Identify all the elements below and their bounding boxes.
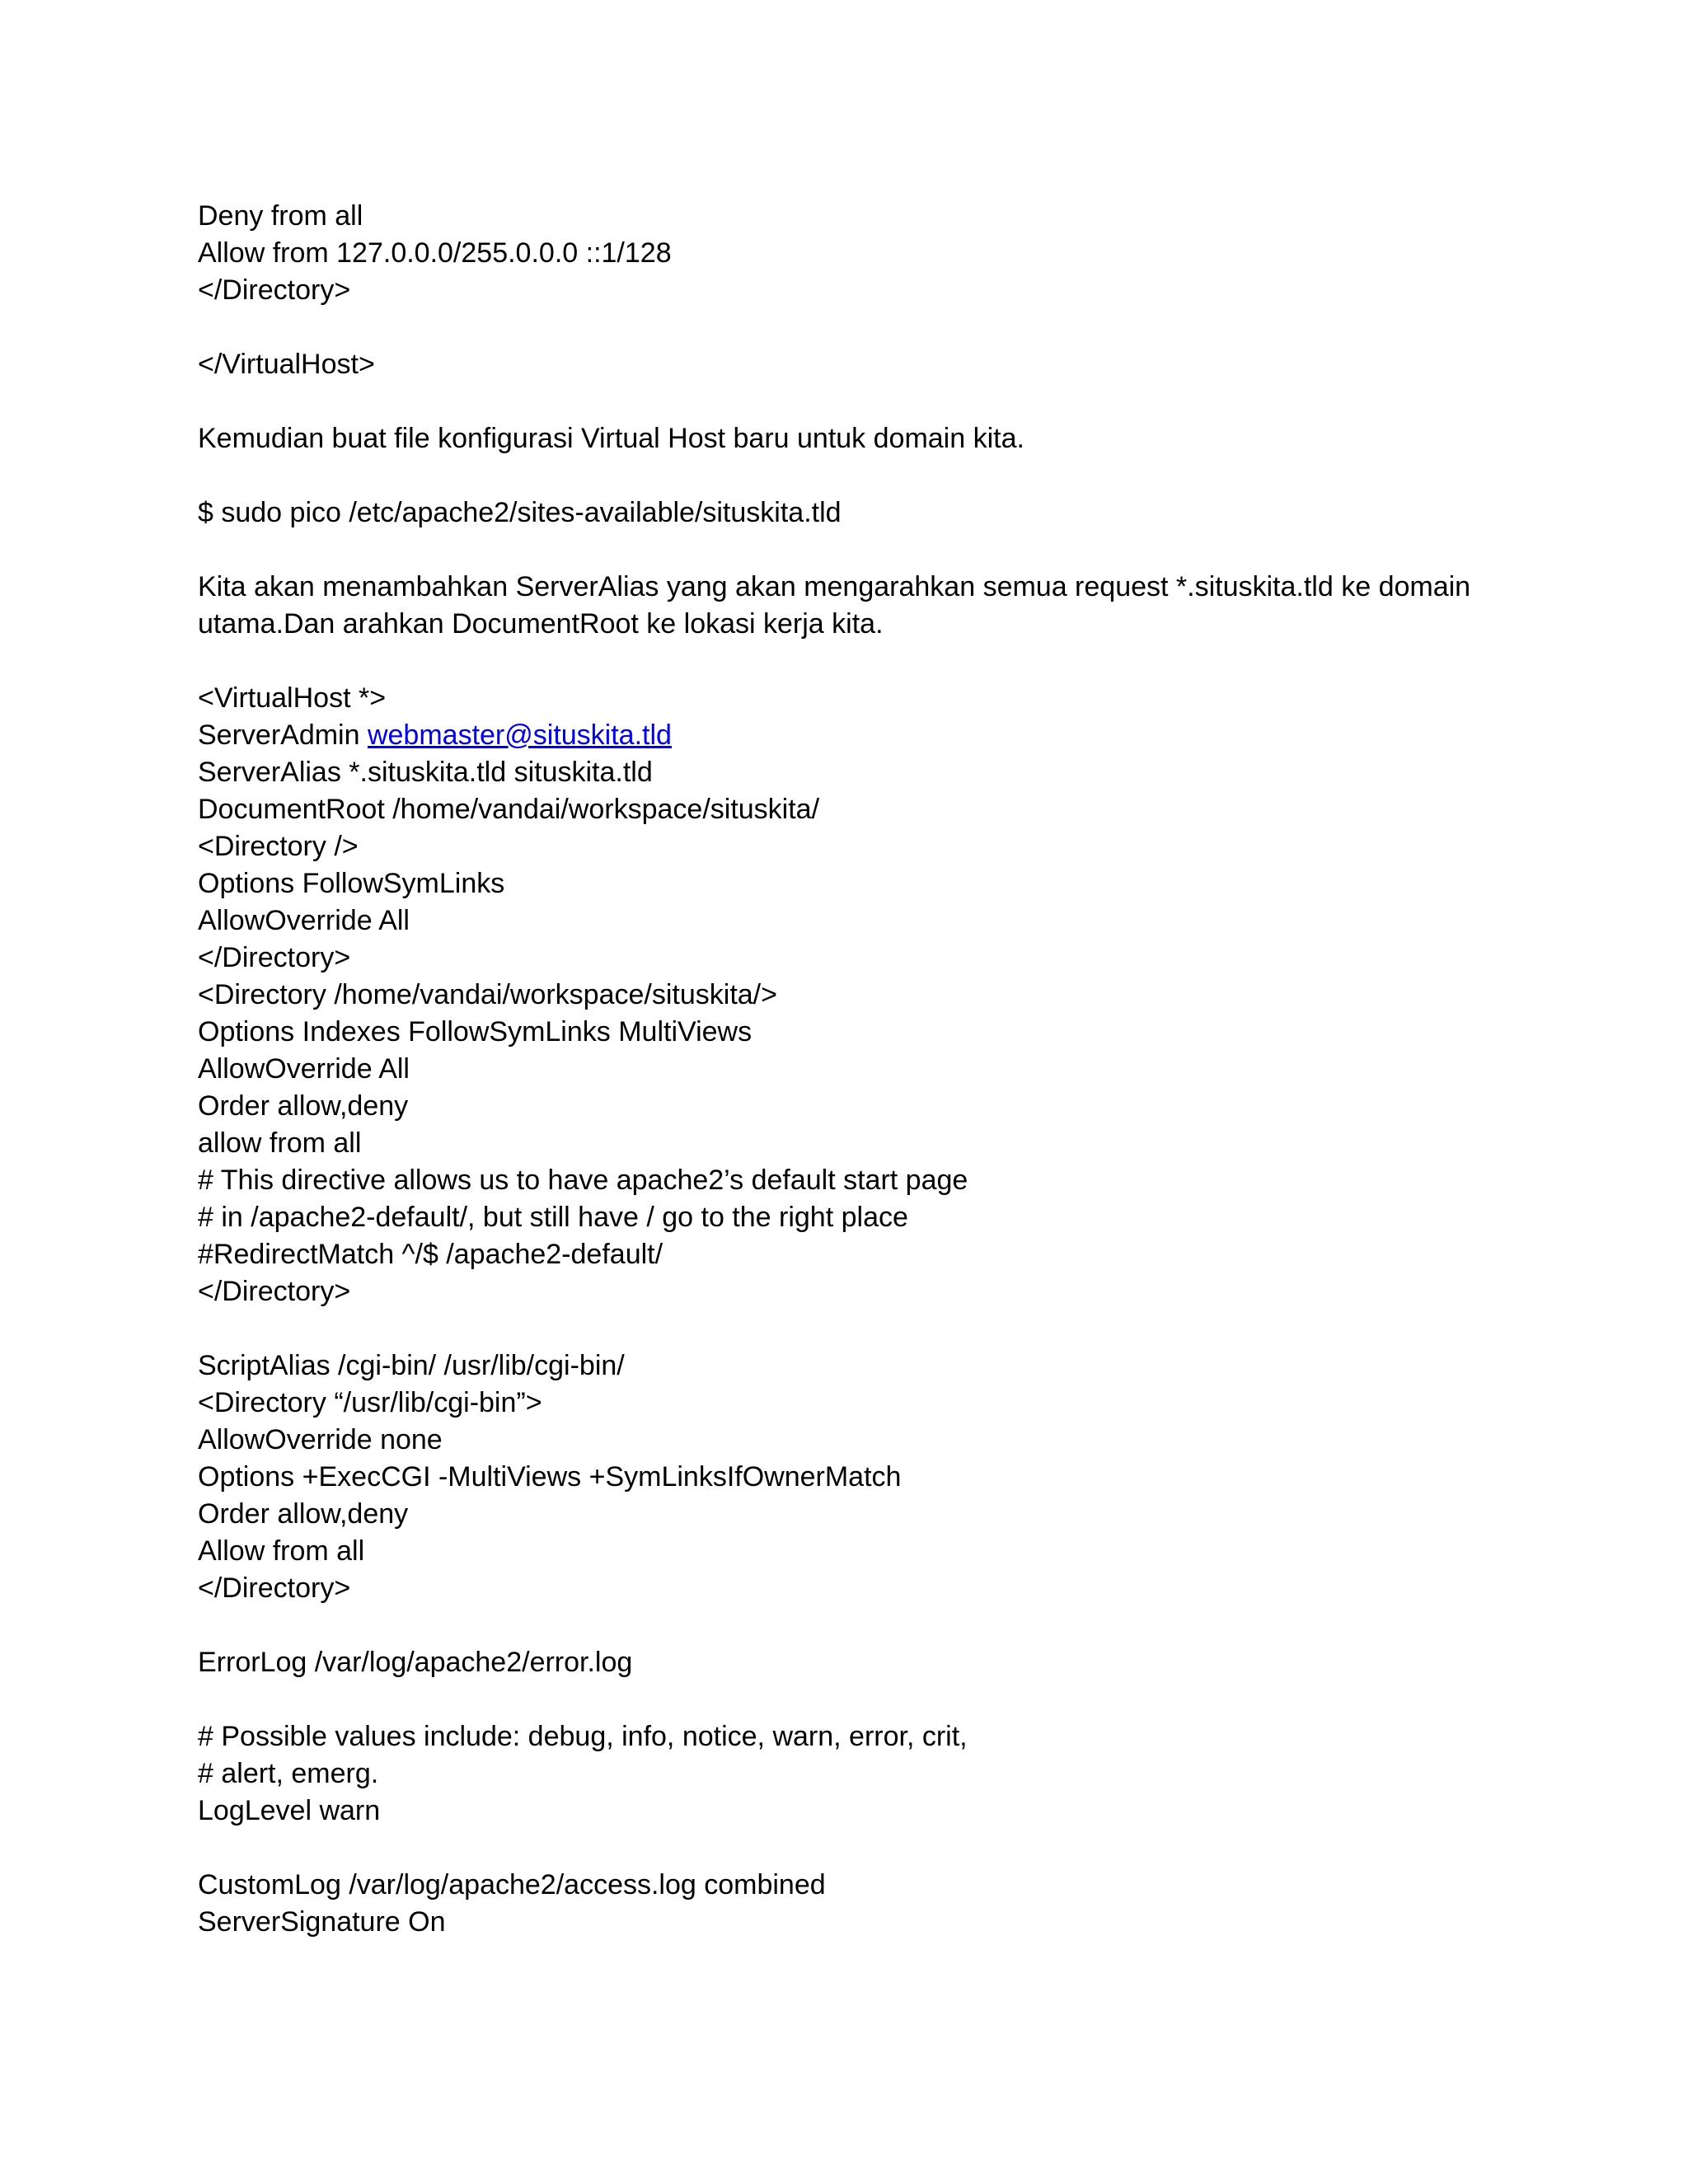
- text-line: </Directory>: [198, 942, 351, 973]
- text-line: Options Indexes FollowSymLinks MultiViews: [198, 1016, 753, 1047]
- blank-line: [198, 643, 1484, 680]
- text-line: Order allow,deny: [198, 1498, 409, 1530]
- blank-line: [198, 309, 1484, 346]
- text-line: #RedirectMatch ^/$ /apache2-default/: [198, 1239, 663, 1270]
- text-line: utama.Dan arahkan DocumentRoot ke lokasi kerja kita.: [198, 608, 884, 640]
- text-line: </Directory>: [198, 274, 351, 306]
- text-line: # in /apache2-default/, but still have / go to the right place: [198, 1202, 908, 1233]
- text-line: </Directory>: [198, 1572, 351, 1604]
- text-line: ScriptAlias /cgi-bin/ /usr/lib/cgi-bin/: [198, 1350, 625, 1381]
- blank-line: [198, 1830, 1484, 1867]
- text-line: AllowOverride All: [198, 905, 410, 936]
- text-line: Allow from all: [198, 1535, 365, 1567]
- text-line: AllowOverride All: [198, 1053, 410, 1085]
- text-line: </VirtualHost>: [198, 349, 375, 380]
- text-line: ServerAlias *.situskita.tld situskita.tld: [198, 757, 653, 788]
- text-line: <Directory /home/vandai/workspace/situskita/>: [198, 979, 777, 1010]
- text-line: DocumentRoot /home/vandai/workspace/situskita/: [198, 794, 820, 825]
- text-line: <VirtualHost *>: [198, 682, 387, 714]
- text-line: Kita akan menambahkan ServerAlias yang akan mengarahkan semua request *.situskita.tld ke domain: [198, 571, 1471, 602]
- text-line: # This directive allows us to have apache2’s default start page: [198, 1165, 968, 1196]
- blank-line: [198, 1310, 1484, 1347]
- document-body: [198, 198, 1484, 1941]
- text-line: Allow from 127.0.0.0/255.0.0.0 ::1/128: [198, 237, 672, 269]
- text-line: Deny from all: [198, 200, 363, 232]
- text-line: Kemudian buat file konfigurasi Virtual Host baru untuk domain kita.: [198, 423, 1025, 454]
- text-line: $ sudo pico /etc/apache2/sites-available/situskita.tld: [198, 497, 842, 528]
- text-line: Order allow,deny: [198, 1090, 409, 1122]
- blank-line: [198, 1681, 1484, 1718]
- text-line: ErrorLog /var/log/apache2/error.log: [198, 1647, 633, 1678]
- text-line: # Possible values include: debug, info, notice, warn, error, crit,: [198, 1721, 968, 1752]
- text-line: CustomLog /var/log/apache2/access.log combined: [198, 1869, 826, 1900]
- text-line: allow from all: [198, 1127, 362, 1159]
- text-line: <Directory “/usr/lib/cgi-bin”>: [198, 1387, 542, 1418]
- text-line: ServerSignature On: [198, 1906, 446, 1938]
- line-prefix: ServerAdmin: [198, 719, 368, 751]
- text-line: Options +ExecCGI -MultiViews +SymLinksIfOwnerMatch: [198, 1461, 902, 1493]
- text-line: </Directory>: [198, 1276, 351, 1307]
- text-line: LogLevel warn: [198, 1795, 381, 1826]
- text-line: <Directory />: [198, 831, 359, 862]
- email-link[interactable]: webmaster@situskita.tld: [367, 719, 672, 751]
- text-line: Options FollowSymLinks: [198, 868, 505, 899]
- blank-line: [198, 1607, 1484, 1644]
- blank-line: [198, 532, 1484, 569]
- text-line: [198, 717, 1484, 754]
- text-line: # alert, emerg.: [198, 1758, 379, 1789]
- blank-line: [198, 457, 1484, 494]
- text-line: AllowOverride none: [198, 1424, 443, 1455]
- blank-line: [198, 383, 1484, 420]
